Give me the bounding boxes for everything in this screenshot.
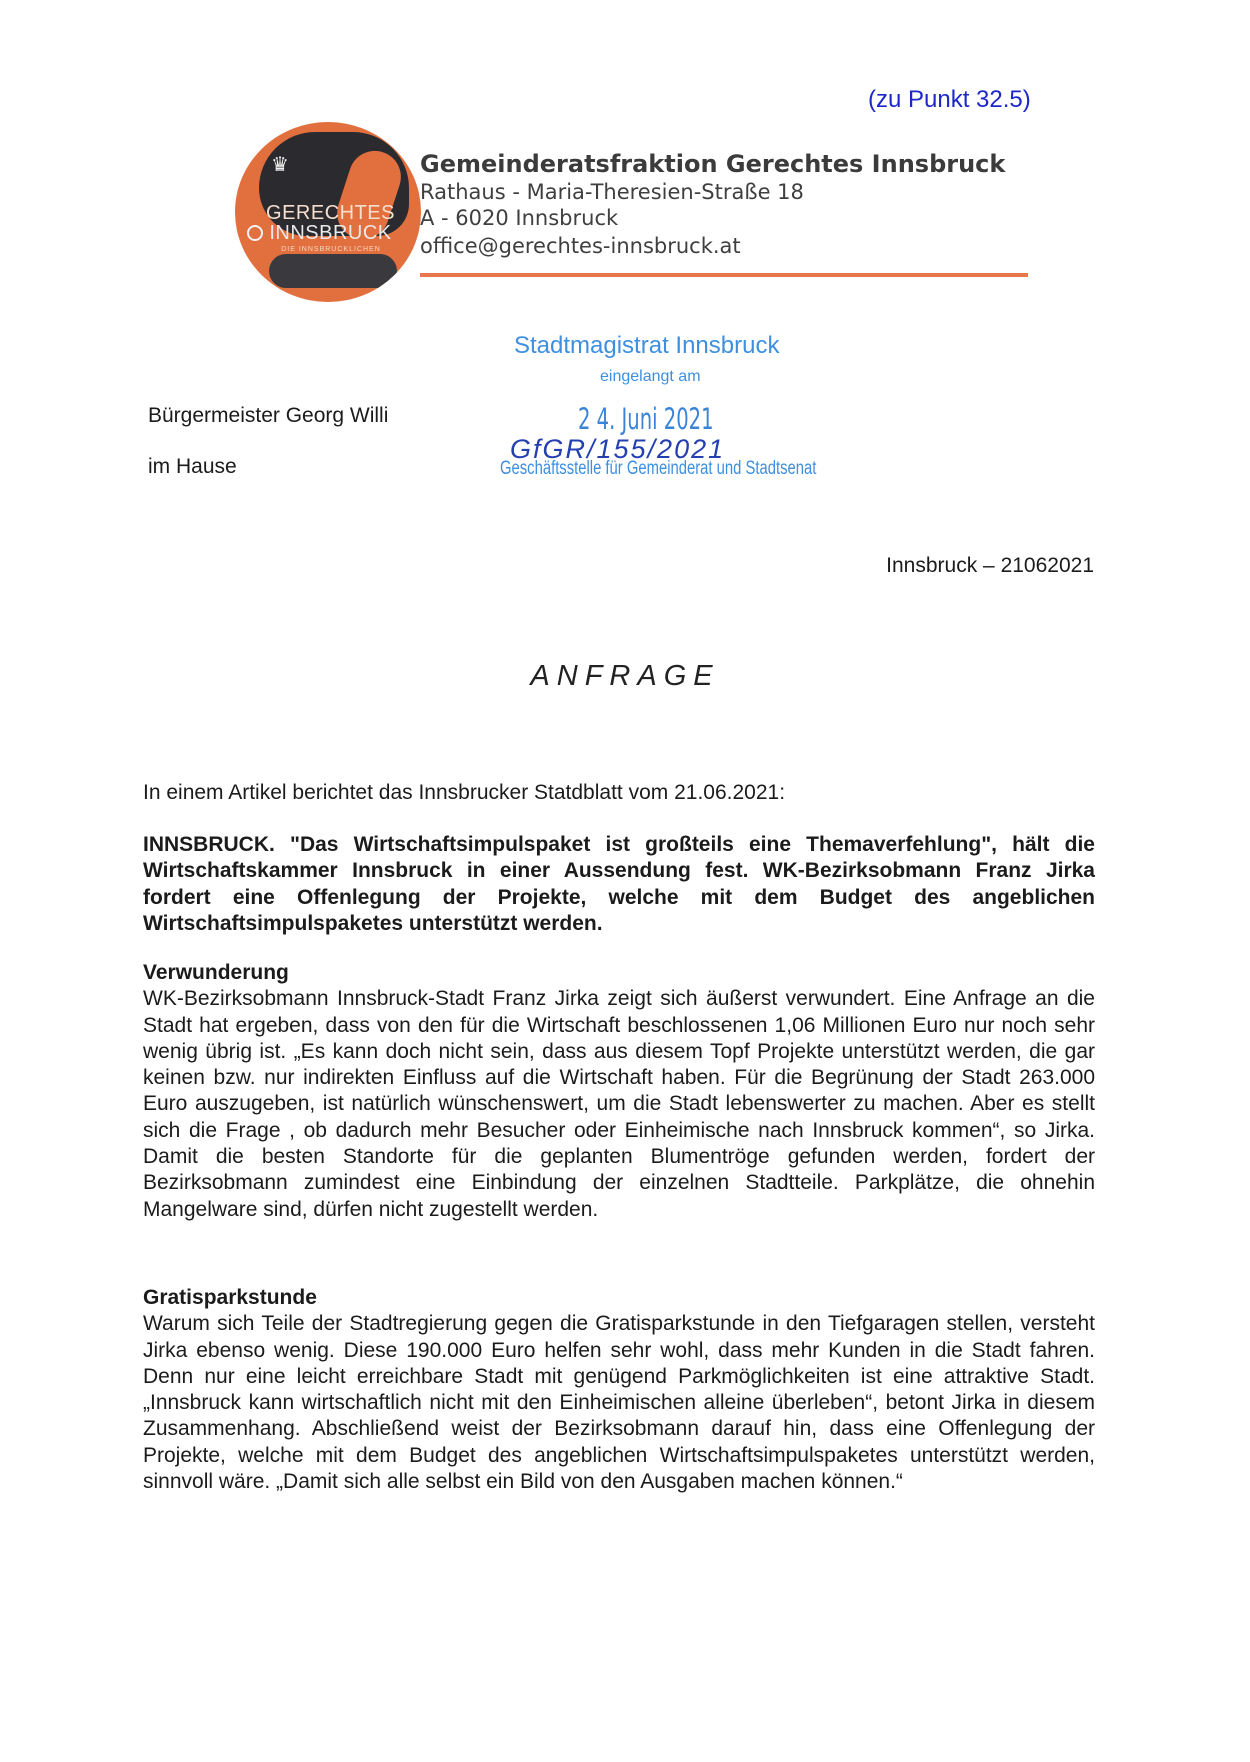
intro-paragraph: In einem Artikel berichtet das Innsbrucker Statdblatt vom 21.06.2021: <box>143 781 786 804</box>
document-title: ANFRAGE <box>530 660 720 692</box>
letterhead-address-line1: Rathaus - Maria-Theresien-Straße 18 <box>420 180 804 204</box>
seal-icon <box>247 225 263 241</box>
letterhead-address-line2: A - 6020 Innsbruck <box>420 206 619 230</box>
stamp-subtitle: eingelangt am <box>600 368 701 385</box>
crown-icon: ♛ <box>271 152 289 176</box>
place-and-date: Innsbruck – 21062021 <box>886 554 1094 577</box>
reference-note: (zu Punkt 32.5) <box>868 86 1031 113</box>
stamp-office: Geschäftsstelle für Gemeinderat und Stadtsenat <box>500 458 817 479</box>
section-text: Warum sich Teile der Stadtregierung gegen die Gratisparkstunde in den Tiefgaragen stellen, versteht Jirka ebenso wenig. Diese 190.000 Euro helfen sehr wohl, dass mehr Kunden in die Stadt fahren. Denn nur eine leicht erreichbare Stadt mit genügend Parkmöglichkeiten ist eine attraktive Stadt. „Innsbruck kann wirtschaftlich nicht mit den Einheimischen alleine überleben“, betont Jirka in diesem Zusammenhang. Abschließend weist der Bezirksobmann darauf hin, dass eine Offenlegung der Projekte, welche mit dem Budget des angeblichen Wirtschaftsimpulspaketes unterstützt werden, sinnvoll wäre. „Damit sich alle selbst ein Bild von den Ausgaben machen können.“ <box>143 1312 1095 1494</box>
lead-paragraph: INNSBRUCK. "Das Wirtschaftsimpulspaket ist großteils eine Themaverfehlung", hält die Wirtschaftskammer Innsbruck in einer Aussendung fest. WK-Bezirksobmann Franz Jirka fordert eine Offenlegung der Projekte, welche mit dem Budget des angeblichen Wirtschaftsimpulspaketes unterstützt werden. <box>143 833 1095 935</box>
logo-text-line1: GERECHTES <box>266 202 395 224</box>
stamp-title: Stadtmagistrat Innsbruck <box>514 332 780 359</box>
letterhead-rule <box>420 273 1028 277</box>
stamp-date: 2 4. Juni 2021 <box>578 402 714 436</box>
letterhead-email: office@gerechtes-innsbruck.at <box>420 234 741 258</box>
recipient-name: Bürgermeister Georg Willi <box>148 404 389 427</box>
section-text: WK-Bezirksobmann Innsbruck-Stadt Franz Jirka zeigt sich äußerst verwundert. Eine Anfrage an die Stadt hat ergeben, dass von den für die Wirtschaft beschlossenen 1,06 Millionen Euro nur noch sehr wenig übrig ist. „Es kann doch nicht sein, dass aus diesem Topf Projekte unterstützt werden, die gar keinen bzw. nur indirekten Einfluss auf die Wirtschaft haben. Für die Begrünung der Stadt 263.000 Euro auszugeben, ist natürlich wünschenswert, um die Stadt lebenswerter zu machen. Aber es stellt sich die Frage , ob dadurch mehr Besucher oder Einheimische nach Innsbruck kommen“, so Jirka. Damit die besten Standorte für die geplanten Blumentröge gefunden werden, fordert der Bezirksobmann zumindest eine Einbindung der einzelnen Stadtteile. Parkplätze, die ohnehin Mangelware sind, dürfen nicht zugestellt werden. <box>143 987 1095 1221</box>
section-gratisparkstunde <box>143 1285 1095 1495</box>
logo-text-line2: INNSBRUCK <box>269 222 392 244</box>
section-heading: Verwunderung <box>143 961 289 984</box>
letterhead-name: Gemeinderatsfraktion Gerechtes Innsbruck <box>420 150 1006 178</box>
section-heading: Gratisparkstunde <box>143 1286 317 1309</box>
party-logo <box>235 122 421 302</box>
logo-banner-shape <box>269 254 397 288</box>
recipient-location: im Hause <box>148 455 237 478</box>
logo-text-line3: DIE INNSBRUCKLICHEN <box>281 246 381 253</box>
stamp-handwritten-number: GfGR/155/2021 <box>510 434 726 464</box>
section-verwunderung <box>143 960 1095 1223</box>
